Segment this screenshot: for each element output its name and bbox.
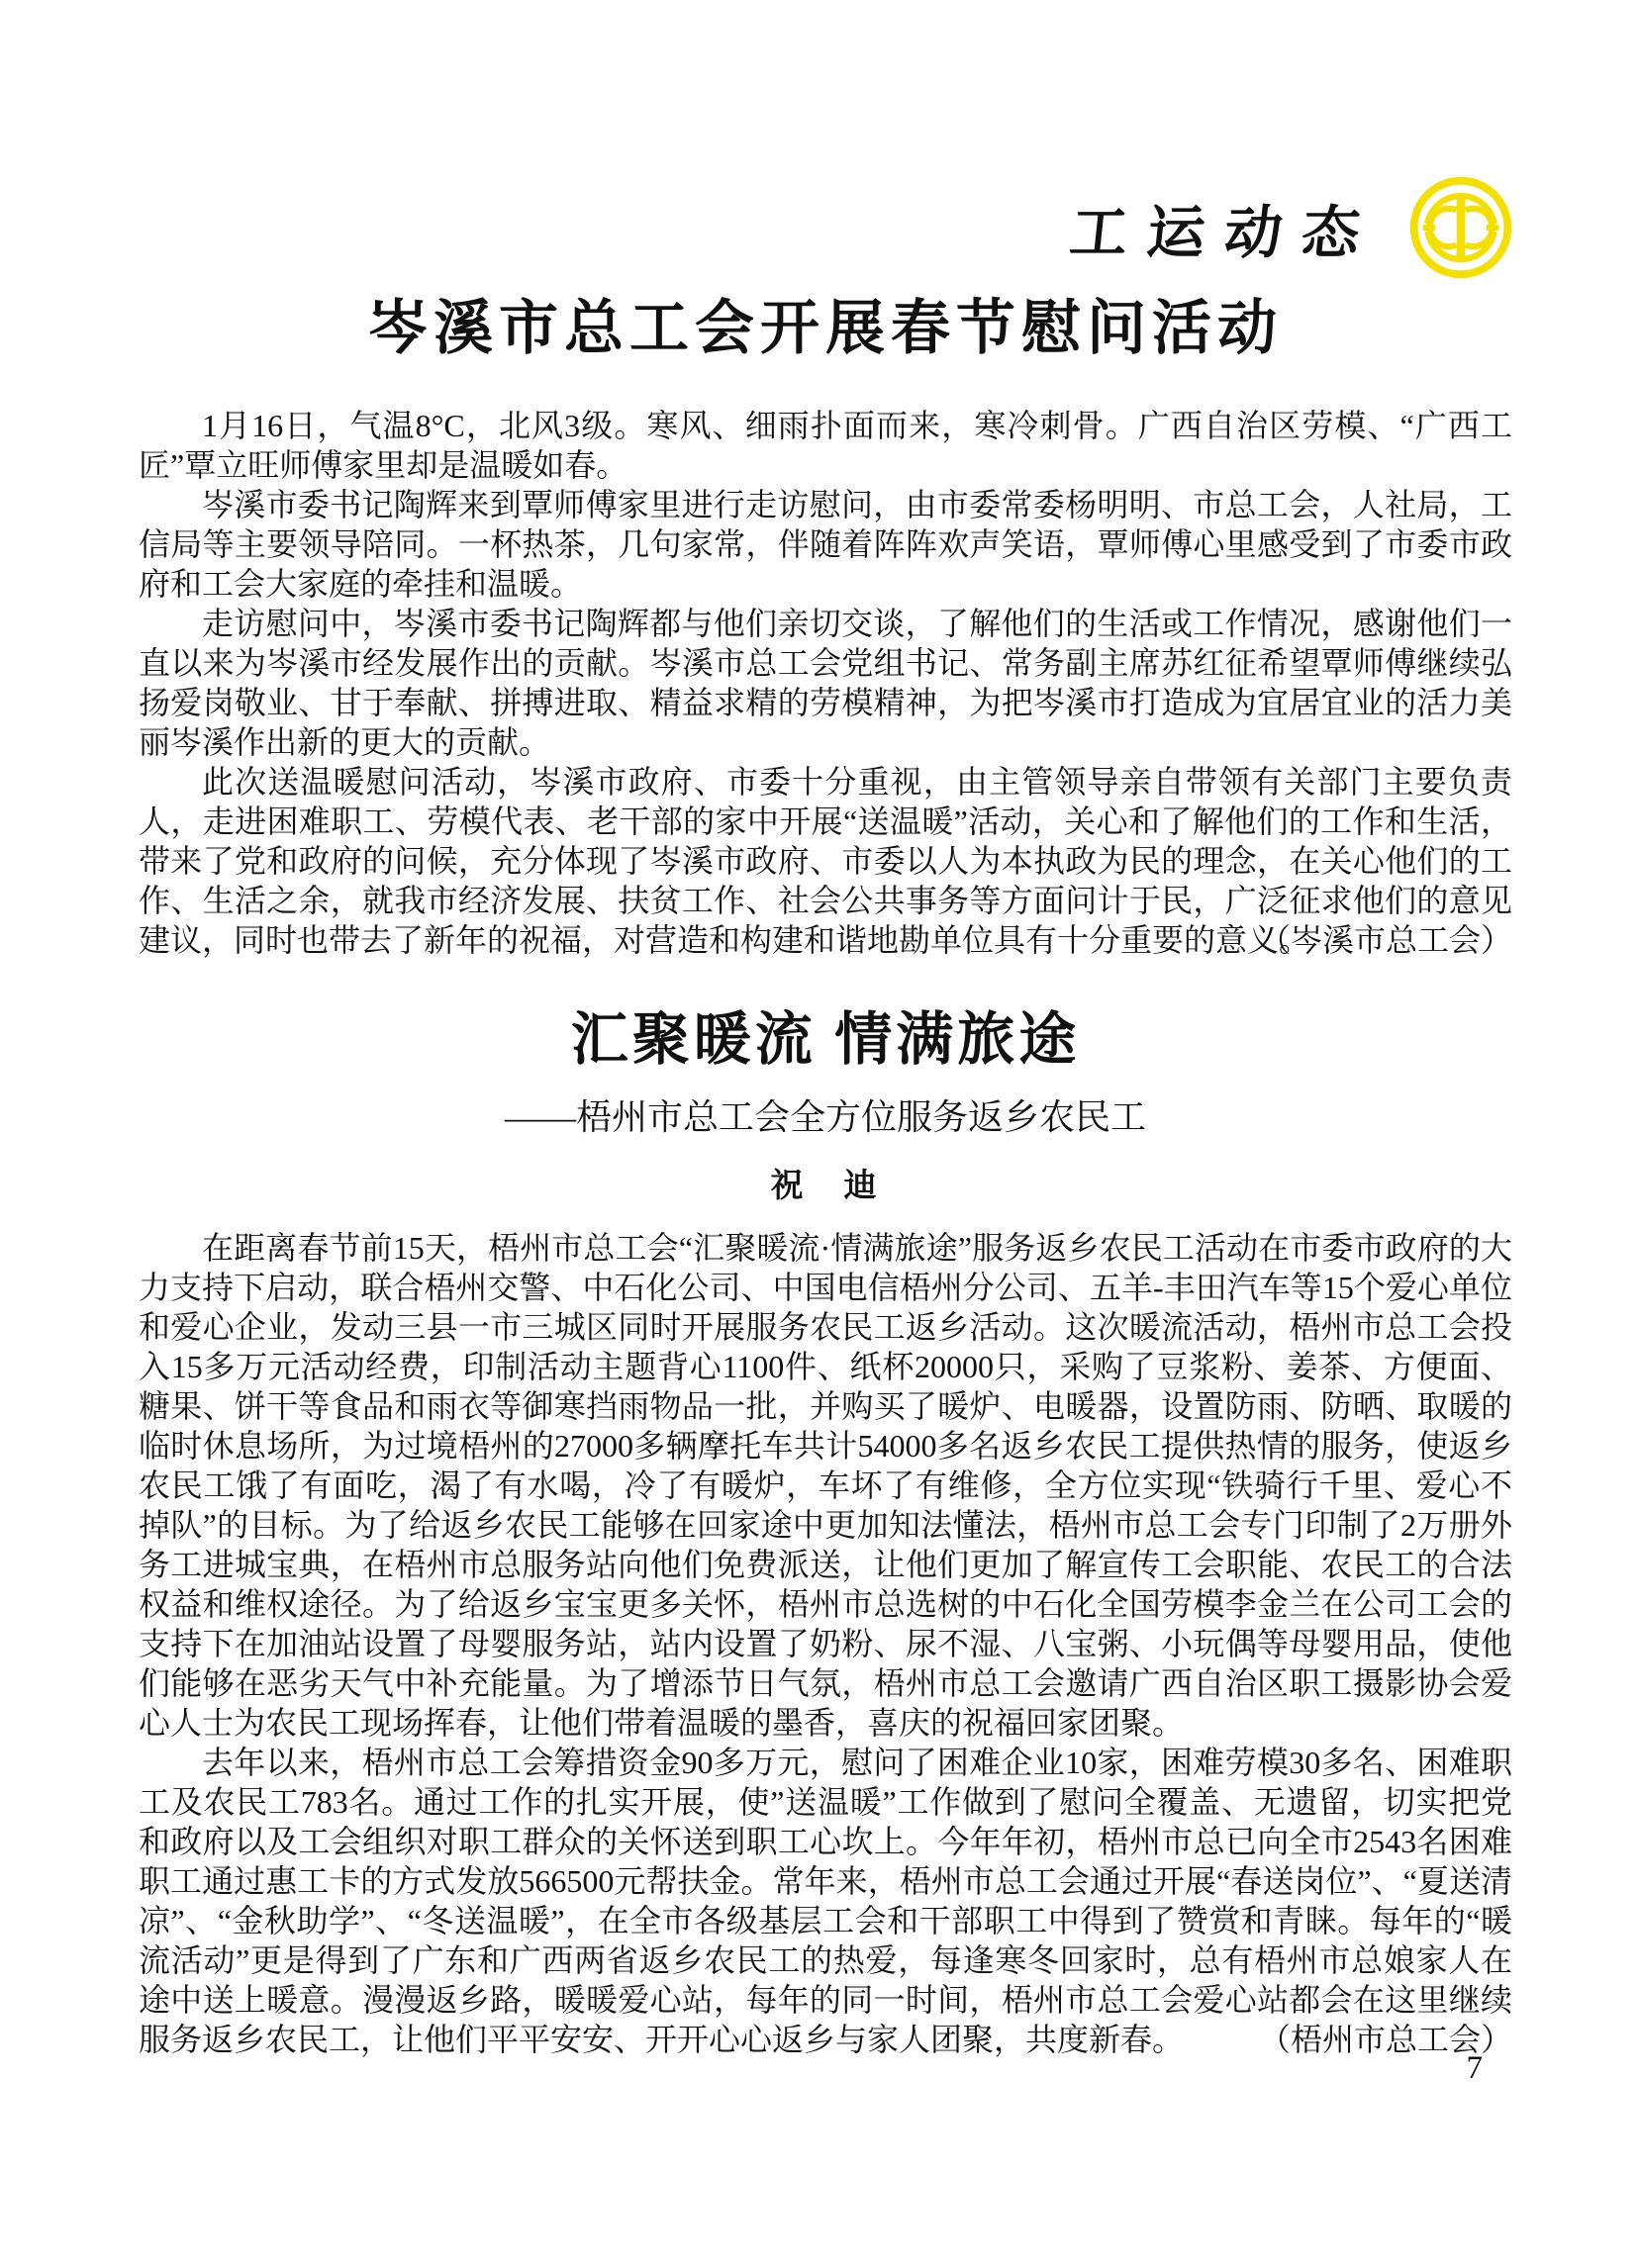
article1-paragraph: 走访慰问中，岑溪市委书记陶辉都与他们亲切交谈，了解他们的生活或工作情况，感谢他们一直以来为岑溪市经发展作出的贡献。岑溪市总工会党组书记、常务副主席苏红征希望覃师傅继续弘扬爱岗敬业、甘于奉献、拼搏进取、精益求精的劳模精神，为把岑溪市打造成为宜居宜业的活力美丽岑溪作出新的更大的贡献。 [139,606,1512,760]
article1-paragraph: 此次送温暖慰问活动，岑溪市政府、市委十分重视，由主管领导亲自带领有关部门主要负责人，走进困难职工、劳模代表、老干部的家中开展“送温暖”活动，关心和了解他们的工作和生活，带来了党和政府的问候，充分体现了岑溪市政府、市委以人为本执政为民的理念，在关心他们的工作、生活之余，就我市经济发展、扶贫工作、社会公共事务等方面问计于民，广泛征求他们的意见建议，同时也带去了新年的祝福，对营造和构建和谐地勘单位具有十分重要的意义。 [139,764,1512,958]
article2-paragraph: 在距离春节前15天，梧州市总工会“汇聚暖流·情满旅途”服务返乡农民工活动在市委市政府的大力支持下启动，联合梧州交警、中石化公司、中国电信梧州分公司、五羊-丰田汽车等15个爱心单位和爱心企业，发动三县一市三城区同时开展服务农民工返乡活动。这次暖流活动，梧州市总工会投入15多万元活动经费，印制活动主题背心1100件、纸杯20000只，采购了豆浆粉、姜茶、方便面、糖果、饼干等食品和雨衣等御寒挡雨物品一批，并购买了暖炉、电暖器，设置防雨、防晒、取暖的临时休息场所，为过境梧州的27000多辆摩托车共计54000多名返乡农民工提供热情的服务，使返乡农民工饿了有面吃，渴了有水喝，冷了有暖炉，车坏了有维修，全方位实现“铁骑行千里、爱心不掉队”的目标。为了给返乡农民工能够在回家途中更加知法懂法，梧州市总工会专门印制了2万册外务工进城宝典，在梧州市总服务站向他们免费派送，让他们更加了解宣传工会职能、农民工的合法权益和维权途径。为了给返乡宝宝更多关怀，梧州市总选树的中石化全国劳模李金兰在公司工会的支持下在加油站设置了母婴服务站，站内设置了奶粉、尿不湿、八宝粥、小玩偶等母婴用品，使他们能够在恶劣天气中补充能量。为了增添节日气氛，梧州市总工会邀请广西自治区职工摄影协会爱心人士为农民工现场挥春，让他们带着温暖的墨香，喜庆的祝福回家团聚。 [139,1229,1512,1741]
article2-author: 祝 迪 [770,1168,881,1204]
article1-attribution: （岑溪市总工会） [1258,922,1512,958]
article1-paragraph: 岑溪市委书记陶辉来到覃师傅家里进行走访慰问，由市委常委杨明明、市总工会，人社局，工信局等主要领导陪同。一杯热茶，几句家常，伴随着阵阵欢声笑语，覃师傅心里感受到了市委市政府和工会大家庭的牵挂和温暖。 [139,487,1512,602]
article2-title: 汇聚暖流 情满旅途 [570,1007,1081,1072]
masthead-title: 工运动态 [1066,201,1383,265]
article1-paragraph: 1月16日，气温8°C，北风3级。寒风、细雨扑面而来，寒冷刺骨。广西自治区劳模、“广西工匠”覃立旺师傅家里却是温暖如春。 [139,408,1512,483]
page-number: 7 [1466,2050,1483,2086]
article2-body [139,1228,1512,2059]
page-content [139,0,1512,2059]
article1-body [139,406,1512,960]
article1-title: 岑溪市总工会开展春节慰问活动 [368,296,1283,361]
article-wuzhou [139,1007,1512,2059]
article2-paragraph: 去年以来，梧州市总工会筹措资金90多万元，慰问了困难企业10家，困难劳模30多名、困难职工及农民工783名。通过工作的扎实开展，使”送温暖”工作做到了慰问全覆盖、无遗留，切实把党和政府以及工会组织对职工群众的关怀送到职工心坎上。今年年初，梧州市总已向全市2543名困难职工通过惠工卡的方式发放566500元帮扶金。常年来，梧州市总工会通过开展“春送岗位”、“夏送清凉”、“金秋助学”、“冬送温暖”，在全市各级基层工会和干部职工中得到了赞赏和青睐。每年的“暖流活动”更是得到了广东和广西两省返乡农民工的热爱，每逢寒冬回家时，总有梧州市总娘家人在途中送上暖意。漫漫返乡路，暖暖爱心站，每年的同一时间，梧州市总工会爱心站都会在这里继续服务返乡农民工，让他们平平安安、开开心心返乡与家人团聚，共度新春。 [139,1744,1512,2057]
article2-attribution: （梧州市总工会） [1258,2021,1512,2057]
article2-subtitle: ——梧州市总工会全方位服务返乡农民工 [504,1096,1146,1137]
article-cenxi [139,293,1512,960]
